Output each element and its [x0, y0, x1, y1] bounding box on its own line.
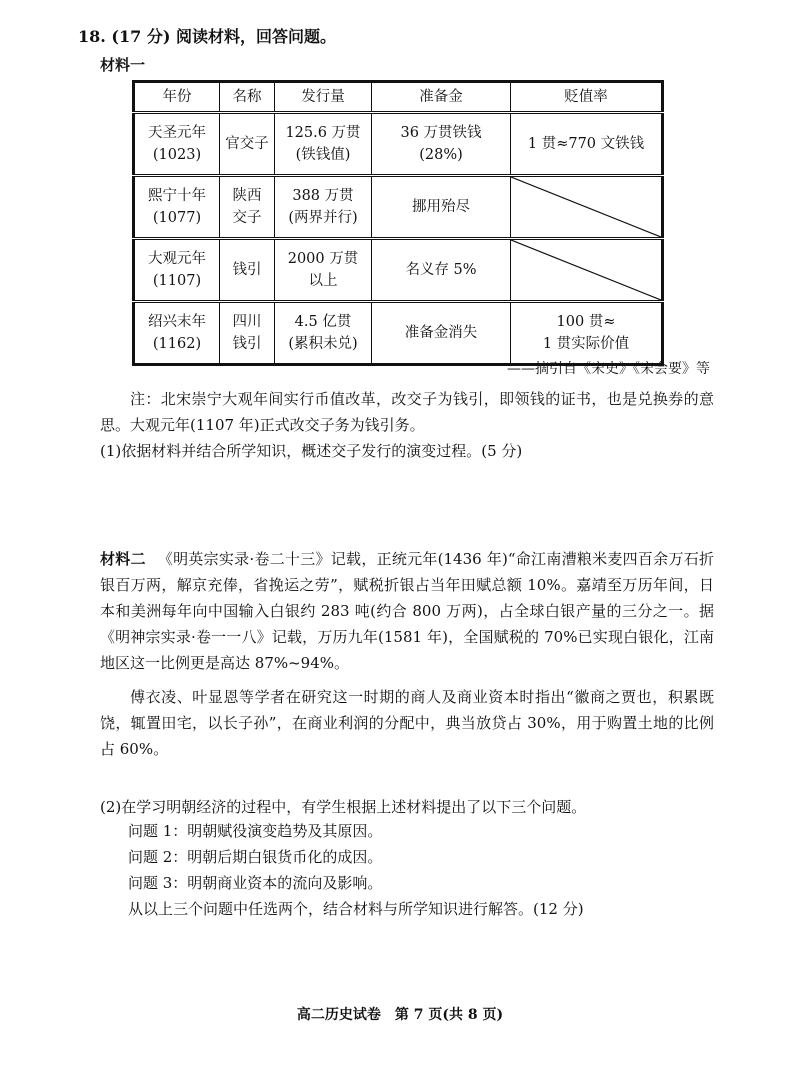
question2-item-1: 问题 1：明朝赋役演变趋势及其原因。 — [128, 822, 383, 840]
cell-name: 钱引 — [220, 239, 275, 302]
material1-note: 注：北宋崇宁大观年间实行币值改革，改交子为钱引，即领钱的证书，也是兑换券的意思。大观元年(1107 年)正式改交子务为钱引务。 — [100, 390, 714, 434]
header-issue: 发行量 — [275, 82, 372, 113]
cell-year: 大观元年 (1107) — [134, 239, 220, 302]
cell-reserve: 挪用殆尽 — [372, 176, 511, 239]
cell-depreciation-empty — [511, 239, 663, 302]
cell-year: 绍兴末年 (1162) — [134, 302, 220, 365]
material1-label: 材料一 — [100, 56, 146, 74]
cell-issue: 125.6 万贯 (铁钱值) — [275, 113, 372, 176]
cell-issue: 4.5 亿贯 (累积未兑) — [275, 302, 372, 365]
diagonal-line — [511, 177, 661, 237]
table-source: ——摘引自《宋史》《宋会要》等 — [507, 361, 710, 377]
cell-depreciation: 100 贯≈ 1 贯实际价值 — [511, 302, 663, 365]
table-row — [134, 113, 663, 176]
material2-paragraph — [100, 546, 714, 676]
cell-name: 四川 钱引 — [220, 302, 275, 365]
cell-depreciation: 1 贯≈770 文铁钱 — [511, 113, 663, 176]
cell-issue: 388 万贯 (两界并行) — [275, 176, 372, 239]
question2-item-2: 问题 2：明朝后期白银货币化的成因。 — [128, 848, 383, 866]
question-title: 18. (17 分) 阅读材料，回答问题。 — [78, 27, 336, 46]
question2-instruction: 从以上三个问题中任选两个，结合材料与所学知识进行解答。(12 分) — [128, 900, 584, 918]
header-year: 年份 — [134, 82, 220, 113]
material2-paragraph2: 傅衣凌、叶显恩等学者在研究这一时期的商人及商业资本时指出“徽商之贾也，积累既饶，辄置田宅，以长子孙”，在商业利润的分配中，典当放贷占 30%，用于购置土地的比例占 60%。 — [100, 688, 714, 758]
header-reserve: 准备金 — [372, 82, 511, 113]
cell-year: 熙宁十年 (1077) — [134, 176, 220, 239]
currency-table — [132, 80, 664, 366]
material2-label: 材料二 — [100, 550, 146, 568]
page-footer: 高二历史试卷 第 7 页(共 8 页) — [296, 1007, 504, 1023]
question2-item-3: 问题 3：明朝商业资本的流向及影响。 — [128, 874, 383, 892]
cell-year: 天圣元年 (1023) — [134, 113, 220, 176]
question2-intro: (2)在学习明朝经济的过程中，有学生根据上述材料提出了以下三个问题。 — [100, 798, 587, 816]
cell-depreciation-empty — [511, 176, 663, 239]
material2-text: 《明英宗实录·卷二十三》记载，正统元年(1436 年)“命江南漕粮米麦四百余万石折银百万两，解京充俸，省挽运之劳”，赋税折银占当年田赋总额 10%。嘉靖至万历年间，日本和美洲每年向中国输入白银约 283 吨(约合 800 万两)，占全球白银产量的三分之一。据《明神宗实录·卷一一八》记载，万历九年(1581 年)，全国赋税的 70%已实现白银化，江南地区这一比例更是高达 87%~94%。 — [100, 550, 714, 672]
cell-name: 官交子 — [220, 113, 275, 176]
cell-reserve: 36 万贯铁钱 (28%) — [372, 113, 511, 176]
table-row — [134, 239, 663, 302]
table-header-row — [134, 82, 663, 113]
cell-issue: 2000 万贯 以上 — [275, 239, 372, 302]
table-row — [134, 176, 663, 239]
table-row — [134, 302, 663, 365]
diagonal-line — [511, 240, 661, 300]
header-name: 名称 — [220, 82, 275, 113]
question1-prompt: (1)依据材料并结合所学知识，概述交子发行的演变过程。(5 分) — [100, 442, 523, 460]
cell-name: 陕西 交子 — [220, 176, 275, 239]
cell-reserve: 准备金消失 — [372, 302, 511, 365]
cell-reserve: 名义存 5% — [372, 239, 511, 302]
header-depreciation: 贬值率 — [511, 82, 663, 113]
